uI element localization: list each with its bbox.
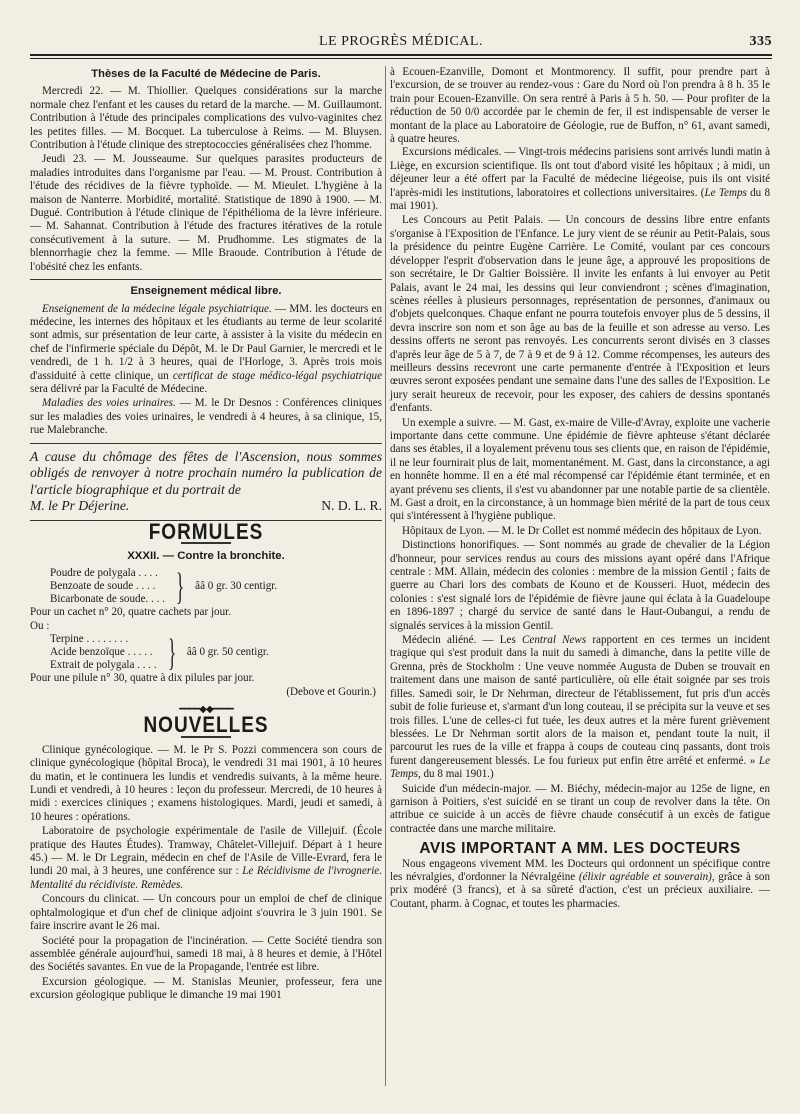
recipe-dose: ââ 0 gr. 30 centigr. [195, 580, 278, 593]
section-rule [30, 443, 382, 444]
news-item: Distinctions honorifiques. — Sont nommés au grade de chevalier de la Légion d'honneur, pour services rendus au cours des missions ayant opéré dans l'Afrique centrale : MM. Allain, médecin des colonies : membre de la mission Gentil ; faits de guerre au Chari lors des combats de Kouno et de Kousseri. Huot, médecin des colonies : s'est signalé lors de l'épidémie de fièvre jaune qui éclata à la Guadeloupe en 1896-1897 ; chargé du service de santé dans le Haut-Oubangui, a rendu de signalés services à la mission Gentil. [390, 539, 770, 632]
theses-heading: Thèses de la Faculté de Médecine de Paris. [91, 68, 321, 80]
header-rule [30, 54, 772, 56]
text-span: Laboratoire de psychologie expérimentale de l'asile de Villejuif. (École pratique des Hautes Études). Tramway, Châtelet-Villejuif. Départ à 1 heure 45.) — M. le Dr Legrain, médecin en chef de l'Asile de Ville-Evrard, fera le lundi 20 mai, à 3 heures, une conférence sur : [30, 825, 382, 878]
theses-paragraph: Mercredi 22. — M. Thiollier. Quelques considérations sur la marche normale chez l'enfant et les causes du retard de la marche. — M. Guillaumont. Contribution à l'étude des principales complications des vulvo-vaginites chez les petites filles. — M. Bocquet. La tuberculose à Reims. — M. Bluysen. Contribution à l'étude clinique des streptococcies généralisées chez l'homme. [30, 85, 382, 152]
text-span: Médecin aliéné. — Les [402, 634, 522, 647]
nouvelles-heading: NOUVELLES [143, 713, 269, 738]
avis-paragraph [390, 858, 770, 912]
recipe-block [50, 633, 382, 672]
text-span: Nous engageons vivement MM. les Docteurs qui ordonnent un spécifique contre les névralgies, d'ordonner la Névralgéine [390, 857, 770, 883]
news-item: Hôpitaux de Lyon. — M. le Dr Collet est nommé médecin des hôpitaux de Lyon. [402, 524, 762, 537]
news-item: Un exemple a suivre. — M. Gast, ex-maire de Ville-d'Avray, exploite une vacherie importante dans cette commune. Une épidémie de fièvre aphteuse s'étant déclarée dans ses étables, il a loyalement prévenu tous ses clients que, en raison de l'épidémie, il ne leur fournirait plus de lait, momentanément. M. Gast, dans la circonstance, a agi en honnête homme. Il en a été mal récompensé car l'épidémie étant terminée, et en ayant prévenu ses clients, il s'est vu abandonner par une notable partie de sa clientèle. M. Gast a droit, en la circonstance, à un hommage bien mérité de la part de tous ceux qui s'intéressent à l'hygiène publique. [390, 416, 770, 523]
italic-title: Maladies des voies urinaires. [42, 397, 176, 410]
recipe-or: Ou : [30, 619, 50, 632]
enseignement-heading: Enseignement médical libre. [130, 285, 282, 298]
recipe-item: Extrait de polygala . . . . [50, 659, 157, 672]
recipe-instruction: Pour un cachet n° 20, quatre cachets par jour. [30, 606, 231, 619]
section-rule [30, 279, 382, 280]
italic-text: Le Temps [390, 754, 770, 781]
formules-heading: FORMULES [148, 519, 264, 545]
notice-name: M. le Pr Déjerine. [30, 498, 130, 514]
news-item: Excursion géologique. — M. Stanislas Meunier, professeur, fera une excursion géologique publique le dimanche 19 mai 1901 [30, 975, 382, 1002]
news-item: Concours du clinicat. — Un concours pour un emploi de chef de clinique ophtalmologique et d'un chef de clinique adjoint s'ouvrira le 3 juin 1901. Se faire inscrire avant le 26 mai. [30, 893, 382, 933]
news-item: Clinique gynécologique. — M. le Pr S. Pozzi commencera son cours de clinique gynécologique (hôpital Broca), le vendredi 31 mai 1901, à 10 heures du matin, et le continuera les lundis et vendredis suivants, à la même heure. Lundi et vendredi, à 10 heures : leçon du professeur. Mercredi, de 10 heures à midi : exercices cliniques ; examens histologiques. Mardi, jeudi et samedi, à 10 heures : opérations. [30, 743, 382, 823]
notice-text: A cause du chômage des fêtes de l'Ascension, nous sommes obligés de renvoyer à notre prochain numéro la publication de l'article biographique et du portrait de [30, 448, 382, 497]
news-item: Suicide d'un médecin-major. — M. Biéchy, médecin-major au 125e de ligne, en garnison à Poitiers, s'est suicidé en se tirant un coup de revolver dans la tête. On attribue ce suicide à un accès de fièvre chaude consécutif à un excès de fatigue contractée dans une marche militaire. [390, 782, 770, 835]
formula-title: XXXII. — Contre la bronchite. [127, 549, 285, 562]
italic-text: (élixir agréable et souverain) [578, 870, 712, 883]
text-span: du 8 mai 1901). [390, 186, 771, 213]
italic-text: Le Récidivisme de l'ivrognerie. Mentalité du récidiviste. Remèdes. [30, 865, 383, 891]
news-item: Société pour la propagation de l'incinération. — Cette Société tiendra son assemblée générale aujourd'hui, samedi 18 mai, à 8 heures et demie, à l'Hôtel des Sociétés savantes. En vue de la Propagande, l'entrée est libre. [30, 934, 382, 974]
header-rule-thin [30, 58, 772, 59]
theses-paragraph: Jeudi 23. — M. Jousseaume. Sur quelques parasites producteurs de maladies introduites dans l'organisme par l'eau. — M. Proust. Contribution à l'étude des récidives de la fièvre typhoïde. — M. Mieulet. L'hygiène à la maison de Nanterre. Morbidité, mortalité. Statistique de 1890 à 1900. — M. Dugué. Contribution à l'étude clinique de l'épithélioma de la lèvre inférieure. — M. Sahannat. Contribution à l'étude des fractures itératives de la rotule consécutivement à la suture. — M. Prudhomme. Les stigmates de la blennorrhagie chez la femme. — Mlle Braoude. Contribution à l'étude de l'obésité chez les enfants. [30, 153, 382, 273]
left-column [30, 66, 382, 1004]
text-span: rapportent en ces termes un incident tragique qui s'est produit dans la nuit du samedi à dimanche, dans la petite ville de Grenna, près de Stockholm : Une veuve nommée Augusta de Duben se trouvait en traitement dans une maison de santé particulière, où elle était soignée par ses trois filles. Samedi soir, le Dr Nehrman, directeur de l'établissement, fut pris d'un accès subit de folie furieuse et, s'armant d'un long couteau, il se précipita sur la veuve et ses trois filles. L'une de celles-ci fut tuée, les deux autres et la mère furent grièvement blessées. Le Dr Nehrman sortit alors de la maison et, pendant toute la nuit, il parcourut les rues de la ville et frappa à coups de couteau cinq passants, dont trois furent dangereusement blessés. Le fou furieux put enfin être arrêté et enfermé. » [390, 634, 771, 767]
recipe-items [50, 633, 157, 672]
brace-glyph: } [175, 565, 185, 608]
recipe-items [50, 567, 165, 606]
recipe-attribution: (Debove et Gourin.) [286, 685, 376, 698]
recipe-item: Terpine . . . . . . . . [50, 633, 129, 646]
notice-signature [30, 498, 382, 515]
news-item [390, 146, 770, 213]
ornament-divider: ━━━━◆◆━━━━ [179, 704, 233, 715]
italic-title: Enseignement de la médecine légale psychiatrique. [42, 302, 272, 315]
recipe-item: Benzoate de soude . . . . [50, 580, 156, 593]
recipe-item: Poudre de polygala . . . . [50, 567, 158, 580]
enseignement-paragraph [30, 397, 382, 437]
news-item: Les Concours au Petit Palais. — Un concours de dessins libre entre enfants s'organise à l'Exposition de l'Enfance. Le jury vient de se réunir au Petit-Palais, sous la présidence du peintre Eugène Carrière. Le Comité, voulant par ces concours développer l'esprit d'observation dans le jeune âge, a approuvé les propositions de son secrétaire, le Dr Galtier Boissière. Il invite les enfants à lui envoyer au Petit Palais, avant le 24 mai, les dessins qui leur conviendront ; scènes d'imagination, scènes réelles à plusieurs personnages, représentation de personnes, d'animaux ou d'objets quelconques. Chaque enfant ne pourra toutefois envoyer plus de 5 dessins, il devra inscrire son nom et son âge au bas de la feuille et son adresse au verso. Les dessins offerts ne seront pas renvoyés. Les concurrents seront divisés en 3 classes d'après leur âge de 5 à 7, de 7 à 9 et de 9 à 12. Comme récompenses, les auteurs des meilleurs dessins recevront une carte permanente d'entrée à l'Exposition et leurs œuvres seront exposées pendant une semaine dans l'une des salles de l'Exposition. Le jury serait heureux de recevoir, pour les exposer, des cahiers de dessins spontanés d'enfants. [390, 214, 770, 415]
recipe-block [50, 567, 382, 606]
recipe-dose: ââ 0 gr. 50 centigr. [186, 645, 269, 658]
news-item [390, 634, 770, 781]
recipe-item: Bicarbonate de soude. . . . [50, 593, 165, 606]
recipe-item: Acide benzoïque . . . . . [50, 646, 153, 659]
right-column [390, 66, 770, 912]
text-span: — M. le Dr Desnos : Conférences cliniques sur les maladies des voies urinaires, le vendredi à 4 heures, à sa clinique, 15, rue Malebranche. [30, 397, 382, 437]
editorial-notice [30, 449, 382, 515]
avis-heading: AVIS IMPORTANT A MM. LES DOCTEURS [419, 840, 741, 858]
text-span: , grâce à son prix modéré (3 francs), et à sa sûreté d'action, c'est un précieux auxiliaire. — Coutant, pharm. à Cognac, et toutes les pharmacies. [390, 870, 770, 910]
recipe-instruction: Pour une pilule n° 30, quatre à dix pilules par jour. [30, 672, 255, 685]
page-number: 335 [749, 34, 772, 49]
italic-text: certificat de stage médico-légal psychiatrique [172, 369, 382, 382]
enseignement-paragraph [30, 303, 382, 397]
column-divider [385, 66, 386, 1086]
notice-sign: N. D. L. R. [321, 498, 382, 514]
news-item-continued: à Ecouen-Ezanville, Domont et Montmorency. Il suffit, pour prendre part à l'excursion, de se trouver au rendez-vous : Gare du Nord où l'on prendra à 8 h. 35 le train pour Ecouen-Ezanville. On sera rentré à Paris à 5 h. 50. — Pour profiter de la réduction de 50 0/0 accordée par le chemin de fer, il est indispensable de verser le montant de la place au Laboratoire de Géologie, rue de Buffon, n° 61, avant samedi, à quatre heures. [390, 66, 770, 146]
text-span: , du 8 mai 1901.) [417, 768, 494, 781]
journal-title: LE PROGRÈS MÉDICAL. [319, 34, 483, 49]
italic-text: Central News [522, 634, 587, 647]
italic-text: Le Temps [704, 186, 747, 199]
news-item [30, 825, 382, 892]
text-span: Excursions médicales. — Vingt-trois médecins parisiens sont arrivés lundi matin à Liège, en excursion scientifique. Ils ont tout d'abord visité les hôpitaux ; à midi, un déjeuner leur a été offert par la Faculté de médecine liégeoise, puis ils ont visité l'après-midi les institutions, laboratoires et collections universitaires. ( [390, 146, 770, 199]
text-span: sera délivré par la Faculté de Médecine. [30, 382, 208, 395]
text-span: — MM. les docteurs en médecine, les internes des hôpitaux et les étudiants au terme de leur scolarité sont admis, sur présentation de leur carte, à assister à la visite du médecin en chef de l'infirmerie spéciale du Dépôt, M. le Dr Paul Garnier, le mercredi et le vendredi, de 1 h. 1/2 à 3 heures, quai de l'Horloge, 3. Après trois mois d'assiduité à cette clinique, un [30, 302, 382, 382]
running-head [30, 34, 772, 52]
brace-glyph: } [167, 631, 176, 674]
